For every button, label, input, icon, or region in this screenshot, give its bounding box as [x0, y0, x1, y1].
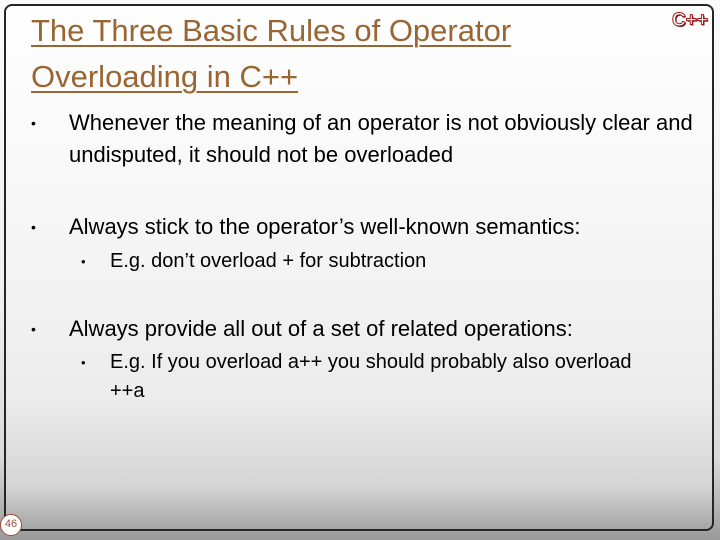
page-number-badge: 46 [0, 514, 22, 536]
cpp-logo: C++ [672, 10, 708, 31]
bullet-marker: • [31, 219, 36, 235]
sub-bullet-marker: • [81, 355, 86, 370]
bullet-marker: • [31, 321, 36, 337]
sub-bullet-text: E.g. don’t overload + for subtraction [110, 250, 427, 272]
slide-title-line-2: Overloading in C++ [31, 59, 299, 94]
slide-title-line-1: The Three Basic Rules of Operator [31, 13, 512, 48]
bullet-text: Always stick to the operator’s well-known semantics: [69, 214, 581, 239]
sub-bullet-text: E.g. If you overload a++ you should probably also overload ++a [110, 351, 632, 402]
bullet-marker: • [31, 115, 36, 131]
sub-bullet-marker: • [81, 254, 86, 269]
slide-title [31, 8, 631, 100]
bullet-text: Whenever the meaning of an operator is not obviously clear and undisputed, it should not be overloaded [69, 110, 693, 167]
bullet-text: Always provide all out of a set of related operations: [69, 316, 573, 341]
